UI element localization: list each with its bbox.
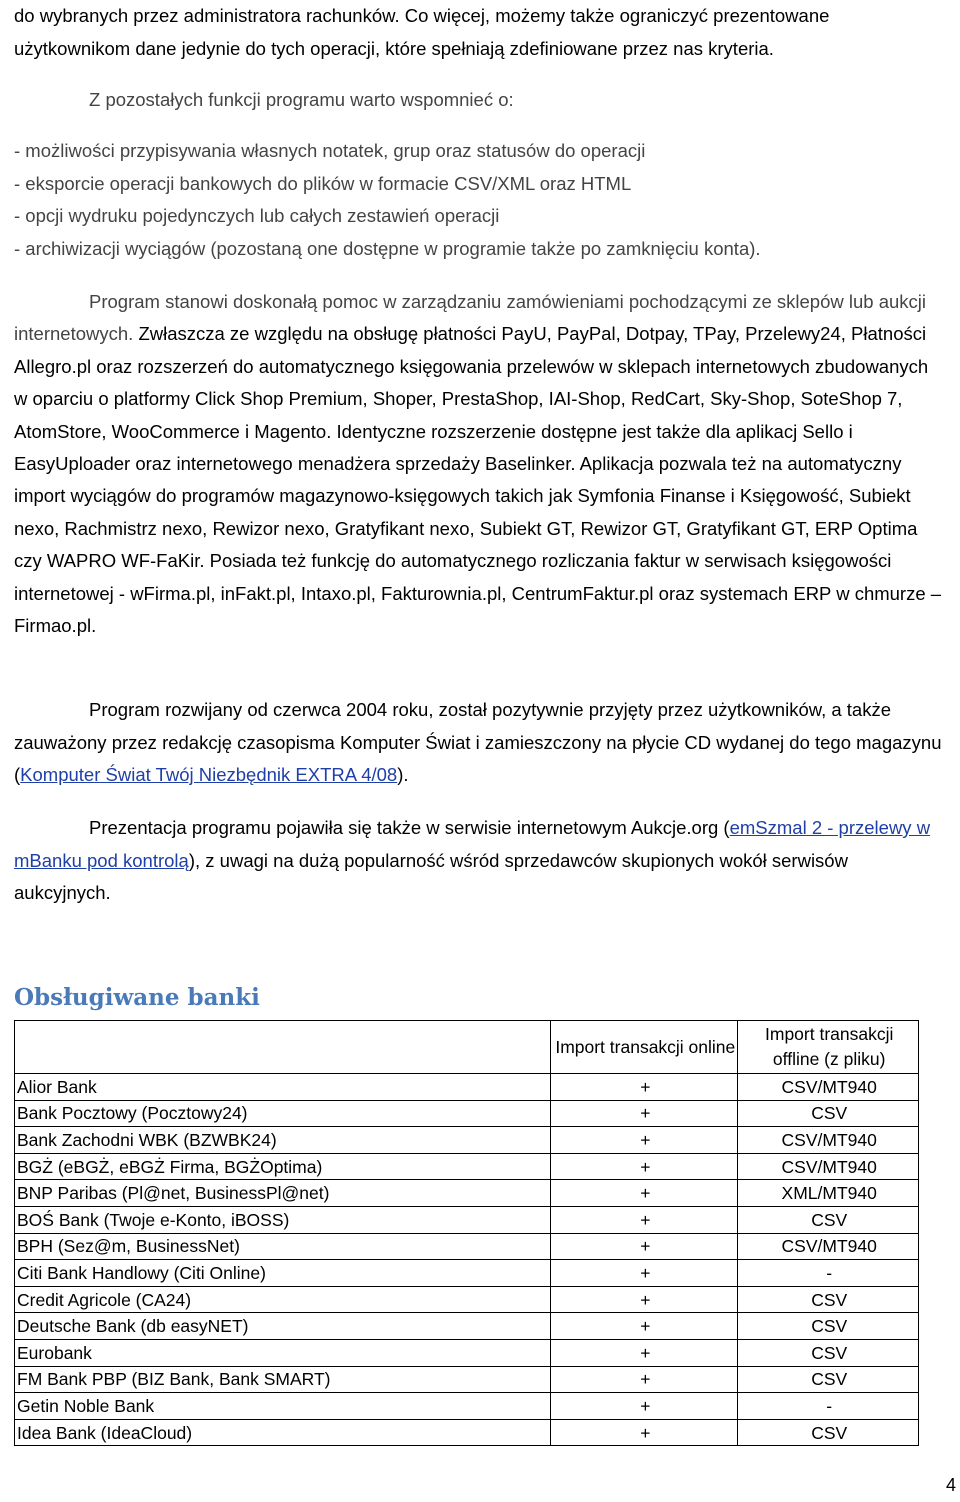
table-cell-bank: Idea Bank (IdeaCloud) bbox=[15, 1419, 551, 1446]
table-cell-online: + bbox=[551, 1100, 738, 1127]
table-cell-offline: CSV/MT940 bbox=[738, 1127, 919, 1154]
history-text: Program rozwijany od czerwca 2004 roku, został pozytywnie przyjęty przez użytkowników, a także zauważony przez redakcję czasopisma Komputer Świat i zamieszczony na płycie CD wydanej do tego magazynu ( bbox=[14, 699, 942, 785]
table-row bbox=[15, 1419, 919, 1446]
emszmal-article-link[interactable]: emSzmal 2 - przelewy w mBanku pod kontrolą bbox=[14, 817, 931, 871]
functions-item: - opcji wydruku pojedynczych lub całych zestawień operacji bbox=[14, 205, 500, 226]
table-cell-online: + bbox=[551, 1127, 738, 1154]
table-cell-bank: BPH (Sez@m, BusinessNet) bbox=[15, 1233, 551, 1260]
table-cell-offline: - bbox=[738, 1260, 919, 1287]
functions-list bbox=[14, 135, 946, 265]
table-row bbox=[15, 1366, 919, 1393]
table-cell-bank: BOŚ Bank (Twoje e-Konto, iBOSS) bbox=[15, 1206, 551, 1233]
table-cell-bank: Eurobank bbox=[15, 1339, 551, 1366]
table-header-offline: Import transakcji offline (z pliku) bbox=[738, 1021, 919, 1074]
presentation-paragraph bbox=[14, 812, 946, 910]
table-cell-offline: CSV bbox=[738, 1313, 919, 1340]
komputer-swiat-link[interactable]: Komputer Świat Twój Niezbędnik EXTRA 4/08 bbox=[20, 764, 398, 785]
table-cell-online: + bbox=[551, 1180, 738, 1207]
table-header-row bbox=[15, 1021, 919, 1074]
intro-line-2: użytkownikom dane jedynie do tych operacji, które spełniają zdefiniowane przez nas kryteria. bbox=[14, 37, 774, 59]
program-paragraph bbox=[14, 286, 946, 642]
table-cell-offline: CSV/MT940 bbox=[738, 1074, 919, 1101]
table-cell-offline: CSV bbox=[738, 1100, 919, 1127]
table-cell-bank: BNP Paribas (Pl@net, BusinessPl@net) bbox=[15, 1180, 551, 1207]
table-cell-bank: Credit Agricole (CA24) bbox=[15, 1286, 551, 1313]
table-body bbox=[15, 1074, 919, 1446]
functions-item: - eksporcie operacji bankowych do plików w formacie CSV/XML oraz HTML bbox=[14, 172, 632, 194]
table-row bbox=[15, 1233, 919, 1260]
table-cell-bank: BGŻ (eBGŻ, eBGŻ Firma, BGŻOptima) bbox=[15, 1153, 551, 1180]
table-cell-online: + bbox=[551, 1393, 738, 1420]
table-cell-online: + bbox=[551, 1339, 738, 1366]
table-cell-online: + bbox=[551, 1206, 738, 1233]
table-cell-offline: CSV bbox=[738, 1419, 919, 1446]
table-row bbox=[15, 1260, 919, 1287]
table-cell-offline: CSV bbox=[738, 1286, 919, 1313]
table-row bbox=[15, 1286, 919, 1313]
table-cell-offline: CSV bbox=[738, 1339, 919, 1366]
presentation-text: Prezentacja programu pojawiła się także w serwisie internetowym Aukcje.org ( bbox=[89, 817, 730, 838]
table-cell-offline: CSV/MT940 bbox=[738, 1233, 919, 1260]
table-cell-bank: Alior Bank bbox=[15, 1074, 551, 1101]
table-row bbox=[15, 1074, 919, 1101]
banks-table bbox=[14, 1020, 919, 1446]
intro-line-1: do wybranych przez administratora rachunków. Co więcej, możemy także ograniczyć prezentowane bbox=[14, 5, 830, 26]
table-cell-online: + bbox=[551, 1260, 738, 1287]
functions-intro: Z pozostałych funkcji programu warto wspomnieć o: bbox=[89, 89, 514, 110]
intro-paragraph bbox=[14, 0, 946, 65]
section-title: Obsługiwane banki bbox=[14, 984, 260, 1011]
table-cell-offline: CSV/MT940 bbox=[738, 1153, 919, 1180]
table-cell-online: + bbox=[551, 1419, 738, 1446]
table-cell-offline: CSV bbox=[738, 1206, 919, 1233]
table-cell-online: + bbox=[551, 1233, 738, 1260]
table-cell-bank: Bank Zachodni WBK (BZWBK24) bbox=[15, 1127, 551, 1154]
functions-item: - archiwizacji wyciągów (pozostaną one dostępne w programie także po zamknięciu konta). bbox=[14, 237, 761, 259]
table-row bbox=[15, 1153, 919, 1180]
table-cell-online: + bbox=[551, 1074, 738, 1101]
table-cell-bank: FM Bank PBP (BIZ Bank, Bank SMART) bbox=[15, 1366, 551, 1393]
table-cell-bank: Getin Noble Bank bbox=[15, 1393, 551, 1420]
table-header-bank bbox=[15, 1021, 551, 1074]
history-text-end: ). bbox=[397, 764, 409, 785]
table-row bbox=[15, 1339, 919, 1366]
table-row bbox=[15, 1180, 919, 1207]
table-cell-online: + bbox=[551, 1286, 738, 1313]
table-cell-online: + bbox=[551, 1366, 738, 1393]
presentation-text-end: ), z uwagi na dużą popularność wśród sprzedawców skupionych wokół serwisów aukcyjnych. bbox=[14, 849, 848, 903]
table-cell-offline: CSV bbox=[738, 1366, 919, 1393]
page-number: 4 bbox=[945, 1475, 956, 1495]
table-cell-offline: - bbox=[738, 1393, 919, 1420]
table-cell-offline: XML/MT940 bbox=[738, 1180, 919, 1207]
table-row bbox=[15, 1127, 919, 1154]
table-row bbox=[15, 1393, 919, 1420]
table-row bbox=[15, 1100, 919, 1127]
table-cell-bank: Citi Bank Handlowy (Citi Online) bbox=[15, 1260, 551, 1287]
table-cell-online: + bbox=[551, 1313, 738, 1340]
table-cell-online: + bbox=[551, 1153, 738, 1180]
program-paragraph-part1: Program stanowi doskonałą pomoc w zarządzaniu zamówieniami pochodzącymi ze sklepów lub aukcji internetowych. bbox=[14, 291, 927, 345]
table-header-online: Import transakcji online bbox=[551, 1021, 738, 1074]
table-row bbox=[15, 1313, 919, 1340]
table-cell-bank: Bank Pocztowy (Pocztowy24) bbox=[15, 1100, 551, 1127]
table-row bbox=[15, 1206, 919, 1233]
table-cell-bank: Deutsche Bank (db easyNET) bbox=[15, 1313, 551, 1340]
functions-item: - możliwości przypisywania własnych notatek, grup oraz statusów do operacji bbox=[14, 140, 646, 161]
history-paragraph bbox=[14, 694, 946, 792]
program-paragraph-part2: Zwłaszcza ze względu na obsługę płatności PayU, PayPal, Dotpay, TPay, Przelewy24, Płatności Allegro.pl oraz rozszerzeń do automatycznego księgowania przelewów w sklepach internetowych zbudowanych w oparciu o platformy Click Shop Premium, Shoper, PrestaShop, IAI-Shop, RedCart, Sky-Shop, SoteShop 7, AtomStore, WooCommerce i Magento. Identyczne rozszerzenie dostępne jest także dla aplikacj Sello i EasyUploader oraz internetowego menadżera sprzedaży Baselinker. Aplikacja pozwala też na automatyczny import wyciągów do programów magazynowo-księgowych takich jak Symfonia Finanse i Księgowość, Subiekt nexo, Rachmistrz nexo, Rewizor nexo, Gratyfikant nexo, Subiekt GT, Rewizor GT, Gratyfikant GT, ERP Optima czy WAPRO WF-FaKir. Posiada też funkcję do automatycznego rozliczania faktur w serwisach księgowości internetowej - wFirma.pl, inFakt.pl, Intaxo.pl, Fakturownia.pl, CentrumFaktur.pl oraz systemach ERP w chmurze – Firmao.pl. bbox=[14, 323, 942, 637]
